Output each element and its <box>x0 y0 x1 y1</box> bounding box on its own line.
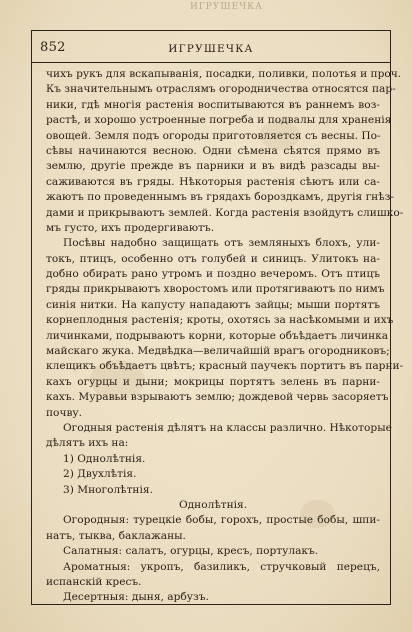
page-header <box>31 38 391 62</box>
text-line: натъ, тыква, баклажаны. <box>46 529 186 542</box>
text-line: чихъ рукъ для вскапыванія, посадки, поливки, полотья и проч. <box>46 68 402 80</box>
page-number: 852 <box>40 40 66 55</box>
text-line: землю, другіе прежде въ парники и въ видѣ разсады вы- <box>46 160 380 173</box>
list-item: 2) Двухлѣтія. <box>63 468 137 481</box>
list-item: 1) Однолѣтнія. <box>63 452 146 465</box>
text-line: сѣвы начинаются весною. Одни сѣмена сѣятся прямо въ <box>46 144 380 157</box>
text-line: почву. <box>46 406 83 419</box>
text-line: дами и прикрываютъ землей. Когда растенія взойдутъ слишко- <box>46 206 404 219</box>
text-line: Огородныя: турецкіе бобы, горохъ, простые бобы, шпи- <box>63 514 380 527</box>
text-line: кахъ. Муравьи взрываютъ землю; дождевой червь засоряетъ <box>46 391 389 404</box>
text-line: растѣ, и хорошо устроенные погреба и подвалы для храненія <box>46 114 392 127</box>
page-body-text <box>46 67 404 606</box>
text-line: корнеплодныя растенія; кроты, охотясь за насѣкомыми и ихъ <box>46 314 394 327</box>
text-line: гряды прикрываютъ хворостомъ или протягиваютъ по нимъ <box>46 283 385 296</box>
header-rule <box>31 62 391 63</box>
text-line: Къ значительнымъ отраслямъ огородничества относятся пар- <box>46 83 396 96</box>
running-title: ИГРУШЕЧКА <box>168 43 254 55</box>
text-line: Десертныя: дыня, арбузъ. <box>63 591 209 604</box>
text-line: токъ, птицъ, особенно отъ голубей и синицъ. Улитокъ на- <box>46 252 380 265</box>
section-heading: Однолѣтнія. <box>178 498 248 511</box>
text-line: овощей. Земля подъ огороды приготовляется съ весны. По- <box>46 129 381 142</box>
text-line: добно обирать рано утромъ и поздно вечеромъ. Отъ птицъ <box>46 268 380 281</box>
text-line: клещикъ объѣдаетъ цвѣтъ; красный паучекъ портитъ въ парни- <box>46 360 404 373</box>
text-line: ники, гдѣ многія растенія воспитываются въ раннемъ воз- <box>46 98 380 111</box>
text-line: мъ густо, ихъ продергиваютъ. <box>46 221 215 234</box>
text-line: жаютъ по проведеннымъ въ грядахъ бороздкамъ, другія гнѣз- <box>46 191 394 204</box>
list-item: 3) Многолѣтнія. <box>63 483 153 496</box>
text-line: личинками, подрываютъ корни, которые объѣдаетъ личинка <box>46 329 389 342</box>
text-line: Огодныя растенія дѣлятъ на классы различно. Нѣкоторые <box>63 421 392 434</box>
text-line: Ароматныя: укропъ, базиликъ, стручковый перецъ, <box>63 560 380 573</box>
text-line: саживаются въ гряды. Нѣкоторыя растенія сѣютъ или са- <box>46 175 380 188</box>
text-line: Посѣвы надобно защищать отъ земляныхъ блохъ, ули- <box>63 237 380 250</box>
text-line: Салатныя: салатъ, огурцы, кресъ, портулакъ. <box>63 545 319 558</box>
text-line: майскаго жука. Медвѣдка—величайшій врагъ огородниковъ; <box>46 345 390 358</box>
text-line: испанскій кресъ. <box>46 575 142 588</box>
text-line: синія нитки. На капусту нападаютъ зайцы; мыши портятъ <box>46 298 380 311</box>
text-line: дѣлятъ ихъ на: <box>46 437 129 450</box>
text-line: кахъ огурцы и дыни; мокрицы портятъ зелень въ парни- <box>46 375 380 388</box>
faint-top-edge-text: ИГРУШЕЧКА <box>190 2 263 12</box>
